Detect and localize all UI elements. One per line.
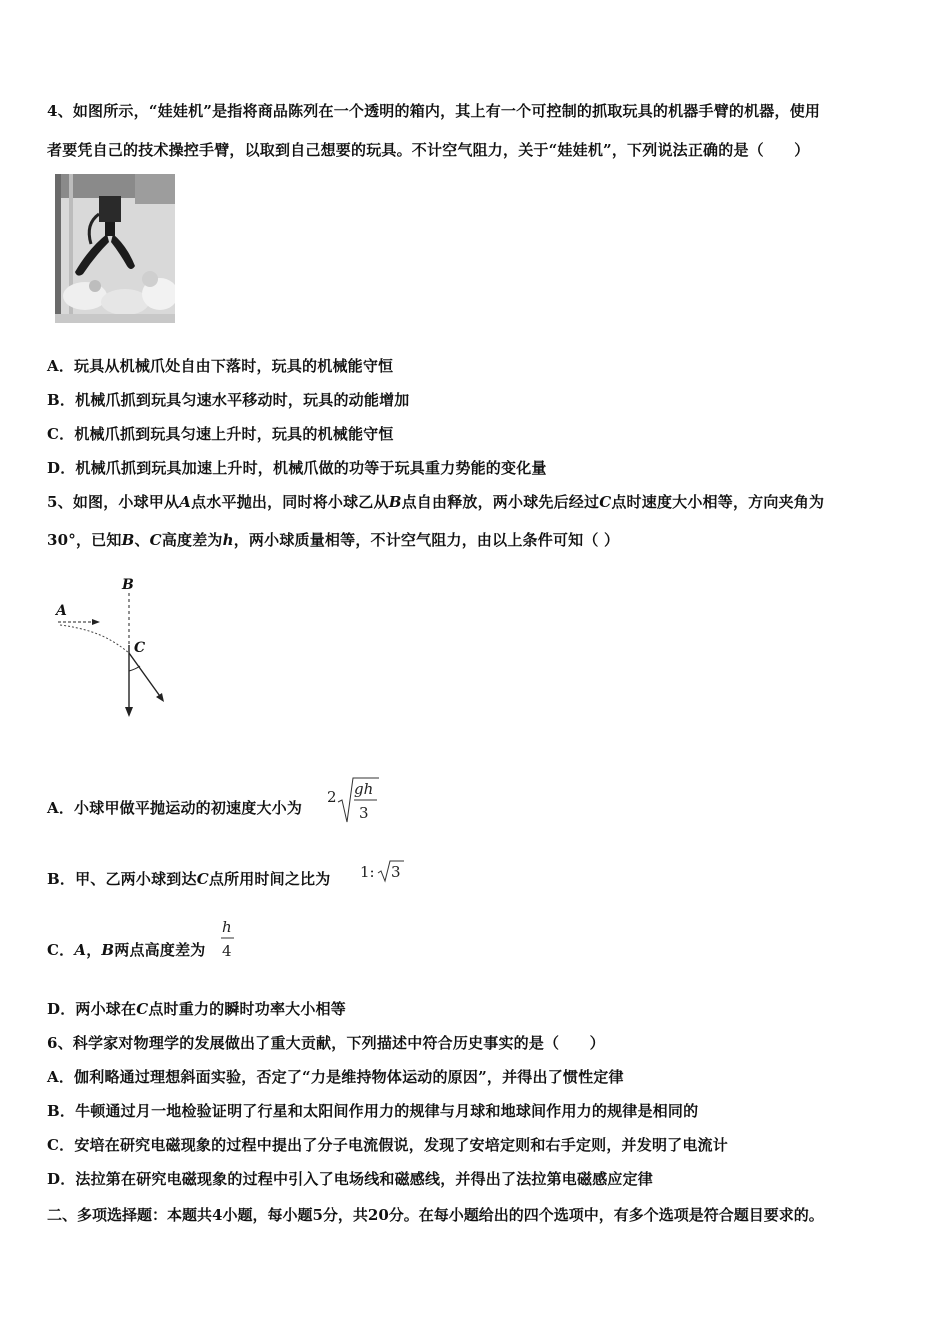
q5-text: ， xyxy=(86,941,102,959)
q5-text: 点水平抛出，同时将小球乙从 xyxy=(191,493,389,511)
q5-text: 、 xyxy=(134,531,150,549)
point-a-label: A xyxy=(179,493,192,511)
q5-text: ，两小球质量相等，不计空气阻力，由以上条件可知（ ） xyxy=(233,531,620,549)
q4-stem-line1: 4、如图所示，“娃娃机”是指将商品陈列在一个透明的箱内，其上有一个可控制的抓取玩具的机器手臂的机器，使用 xyxy=(47,102,821,120)
q5-option-a-text: A．小球甲做平抛运动的初速度大小为 xyxy=(47,799,303,817)
formula-denominator: 3 xyxy=(359,804,369,822)
point-b-label: B xyxy=(121,531,135,549)
q6-stem: 6、科学家对物理学的发展做出了重大贡献，下列描述中符合历史事实的是（ ） xyxy=(47,1034,605,1052)
q5-stem-line2 xyxy=(47,530,619,550)
point-a-label: A xyxy=(74,941,87,959)
q5-option-a xyxy=(47,798,302,818)
q5-option-d xyxy=(47,999,346,1019)
formula-numerator: gh xyxy=(354,780,374,798)
q4-option-b: B．机械爪抓到玩具匀速水平移动时，玩具的动能增加 xyxy=(47,391,410,409)
claw-machine-photo xyxy=(55,174,175,323)
q5-text: 30°，已知 xyxy=(47,531,122,549)
q6-option-a: A．伽利略通过理想斜面实验，否定了“力是维持物体运动的原因”，并得出了惯性定律 xyxy=(47,1068,624,1086)
diagram-label-a: A xyxy=(56,603,67,619)
ratio-root: 3 xyxy=(391,863,401,881)
q5-option-a-formula xyxy=(327,772,387,826)
point-c-label: C xyxy=(136,1000,149,1018)
formula-coefficient: 2 xyxy=(327,788,337,806)
fraction-numerator: h xyxy=(222,918,232,936)
q6-option-c: C．安培在研究电磁现象的过程中提出了分子电流假说，发现了安培定则和右手定则，并发明了电流计 xyxy=(47,1136,728,1154)
q5-text: 点时速度大小相等，方向夹角为 xyxy=(611,493,825,511)
q5-stem-line1 xyxy=(47,492,824,512)
diagram-label-c: C xyxy=(134,640,146,656)
point-b-label: B xyxy=(388,493,402,511)
diagram-label-b: B xyxy=(122,577,134,593)
q6-option-b: B．牛顿通过月一地检验证明了行星和太阳间作用力的规律与月球和地球间作用力的规律是相同的 xyxy=(47,1102,699,1120)
q5-text: D．两小球在 xyxy=(47,1000,137,1018)
q5-text: 5、如图，小球甲从 xyxy=(47,493,180,511)
q5-text: 点时重力的瞬时功率大小相等 xyxy=(148,1000,346,1018)
q4-option-c: C．机械爪抓到玩具匀速上升时，玩具的机械能守恒 xyxy=(47,425,394,443)
q5-text: 点自由释放，两小球先后经过 xyxy=(401,493,600,511)
section-2-heading: 二、多项选择题：本题共4小题，每小题5分，共20分。在每小题给出的四个选项中，有多个选项是符合题目要求的。 xyxy=(47,1206,824,1224)
q5-text: C． xyxy=(47,941,75,959)
q5-text: 两点高度差为 xyxy=(114,941,206,959)
q4-stem-line2: 者要凭自己的技术操控手臂，以取到自己想要的玩具。不计空气阻力，关于“娃娃机”，下列说法正确的是（ ） xyxy=(47,141,810,159)
q4-option-d: D．机械爪抓到玩具加速上升时，机械爪做的功等于玩具重力势能的变化量 xyxy=(47,459,547,477)
q5-option-c-formula xyxy=(218,914,238,964)
point-c-label: C xyxy=(196,870,209,888)
q5-text: 点所用时间之比为 xyxy=(208,870,331,888)
q5-option-b xyxy=(47,869,330,889)
q5-text: 高度差为 xyxy=(161,531,223,549)
q5-option-b-formula xyxy=(360,857,406,885)
point-c-label: C xyxy=(149,531,162,549)
fraction-denominator: 4 xyxy=(222,942,232,960)
q5-option-c xyxy=(47,940,205,960)
q4-option-a: A．玩具从机械爪处自由下落时，玩具的机械能守恒 xyxy=(47,357,394,375)
projectile-diagram xyxy=(52,575,182,725)
ratio-left: 1: xyxy=(360,863,375,881)
point-c-label: C xyxy=(599,493,612,511)
height-h-label: h xyxy=(222,531,234,549)
q5-text: B．甲、乙两小球到达 xyxy=(47,870,197,888)
point-b-label: B xyxy=(101,941,115,959)
q6-option-d: D．法拉第在研究电磁现象的过程中引入了电场线和磁感线，并得出了法拉第电磁感应定律 xyxy=(47,1170,654,1188)
